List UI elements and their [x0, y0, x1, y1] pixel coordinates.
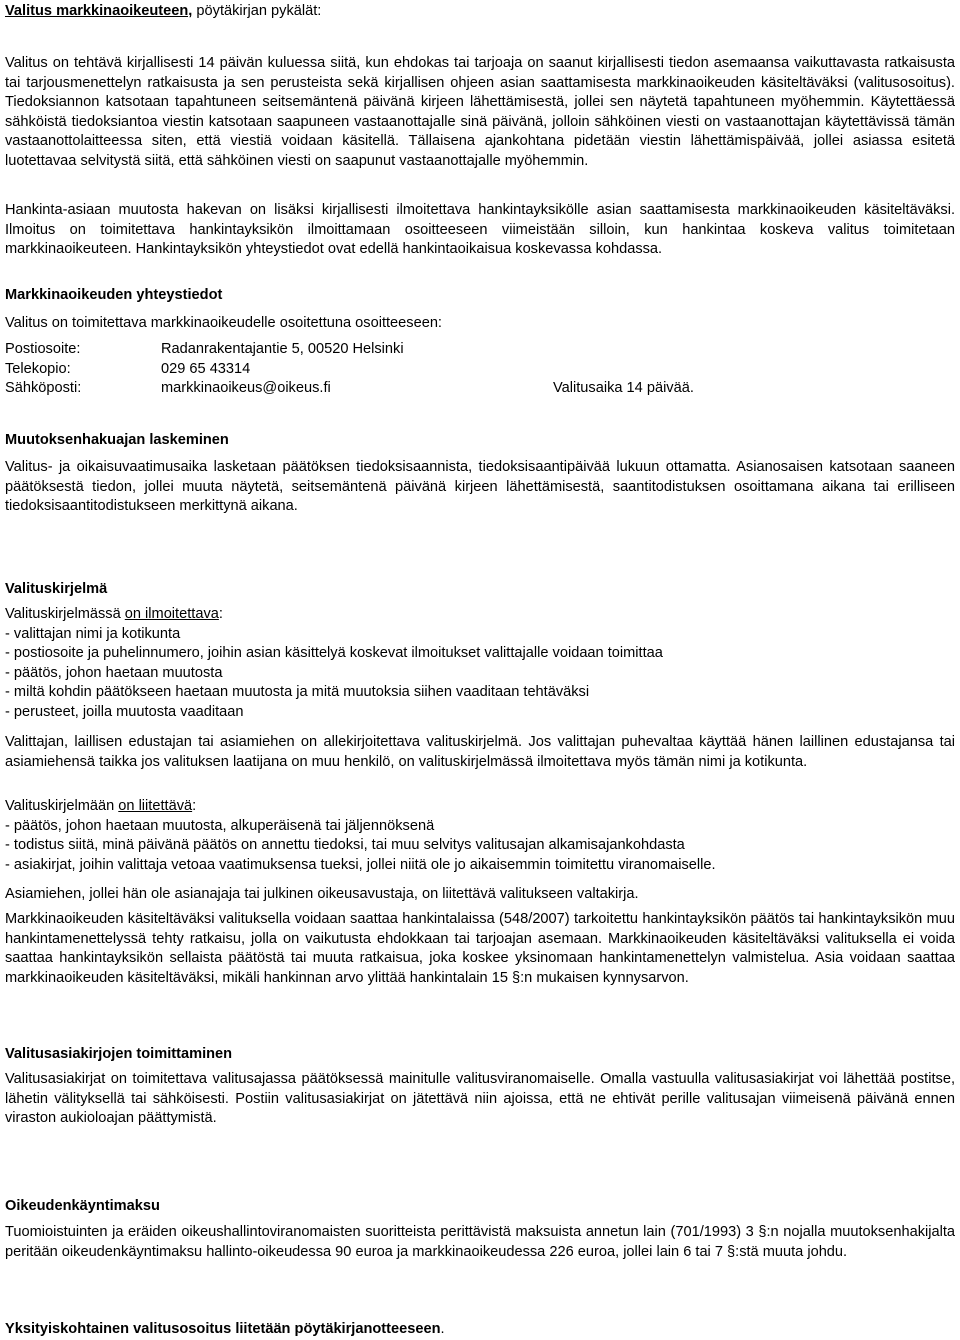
- letter-notify-section: [5, 605, 955, 723]
- list-item: - valittajan nimi ja kotikunta: [5, 625, 181, 642]
- list-item: - perusteet, joilla muutosta vaaditaan: [5, 703, 244, 720]
- signature-paragraph: Valittajan, laillisen edustajan tai asiamiehen on allekirjoitettava valituskirjelmä. Jos valittajan puhevaltaa käyttää hänen laillinen edustajansa tai asiamiehensä taikka jos valituksen laatijana on muu henkilö, on valituskirjelmässä ilmoitettava myös tämän nimi ja kotikunta.: [5, 734, 955, 770]
- intro-paragraph-2: Hankinta-asiaan muutosta hakevan on lisäksi kirjallisesti ilmoitettava hankintayksikölle asian saattamisesta markkinaoikeuden käsiteltäväksi. Ilmoitus on toimitettava hankintayksikön ilmoittamaan osoitteeseen viimeistään silloin, kun hankintaa koskeva valitus toimitetaan markkinaoikeuteen. Hankintayksikön yhteystiedot ovat edellä hankintaoikaisua koskevassa kohdassa.: [5, 202, 955, 258]
- fee-heading: Oikeudenkäyntimaksu: [5, 1198, 160, 1214]
- contact-row-email: [5, 379, 955, 399]
- contact-value: Radanrakentajantie 5, 00520 Helsinki: [161, 341, 404, 357]
- contact-label: Postiosoite:: [5, 341, 81, 357]
- document-title: [5, 2, 955, 22]
- list-item: - miltä kohdin päätökseen haetaan muutosta ja mitä muutoksia siihen vaaditaan tehtäväksi: [5, 684, 590, 701]
- list-item: - todistus siitä, minä päivänä päätös on annettu tiedoksi, tai muu selvitys valitusajan alkamisajankohdasta: [5, 837, 685, 854]
- list-item: - päätös, johon haetaan muutosta: [5, 664, 223, 681]
- contact-label: Sähköposti:: [5, 380, 82, 397]
- list-item: - postiosoite ja puhelinnumero, joihin asian käsittelyä koskevat ilmoitukset valittajalle voidaan toimittaa: [5, 645, 663, 662]
- contact-row-fax: [5, 360, 955, 380]
- contact-row-postal: [5, 340, 955, 360]
- list-item: - päätös, johon haetaan muutosta, alkuperäisenä tai jäljennöksenä: [5, 817, 435, 834]
- contact-table: [5, 340, 955, 399]
- letter-heading: Valituskirjelmä: [5, 581, 108, 597]
- attach-lead: Valituskirjelmään on liitettävä:: [5, 798, 197, 814]
- footer-note: [5, 1320, 955, 1340]
- fee-paragraph: Tuomioistuinten ja eräiden oikeushallintoviranomaisten suoritteista perittävistä maksuista annetun lain (701/1993) 3 §:n nojalla muutoksenhakijalta peritään oikeudenkäyntimaksu hallinto-oikeudessa 90 euroa ja markkinaoikeudessa 226 euroa, jollei lain 6 tai 7 §:stä muuta johdu.: [5, 1224, 955, 1260]
- calc-paragraph: Valitus- ja oikaisuvaatimusaika lasketaan päätöksen tiedoksisaannista, tiedoksisaantipäivää lukuun ottamatta. Asianosaisen katsotaan saaneen päätöksestä tiedon, jollei muuta näytetä, seitsemäntenä päivänä kirjeen lähettämisestä, saantitodistuksen osoittamana aikana tai erilliseen tiedoksisaantitodistukseen merkittynä aikana.: [5, 459, 955, 515]
- contact-heading: Markkinaoikeuden yhteystiedot: [5, 287, 223, 303]
- calc-heading: Muutoksenhakuajan laskeminen: [5, 432, 229, 448]
- appeal-period: Valitusaika 14 päivää.: [553, 380, 694, 397]
- delivery-paragraph: Valitusasiakirjat on toimitettava valitusajassa päätöksessä mainitulle valitusviranomaiselle. Omalla vastuulla valitusasiakirjat voi lähettää postitse, lähetin välityksellä tai sähköisesti. Postiin valitusasiakirjat on jätettävä niin ajoissa, että ne ehtivät perille valitusajan viimeisenä päivänä ennen viraston aukioloajan päättymistä.: [5, 1071, 955, 1127]
- footer-bold: Yksityiskohtainen valitusosoitus liitetään pöytäkirjanotteeseen: [5, 1321, 441, 1337]
- proxy-paragraph: Asiamiehen, jollei hän ole asianajaja tai julkinen oikeusavustaja, on liitettävä valitukseen valtakirja.: [5, 886, 639, 902]
- contact-intro: Valitus on toimitettava markkinaoikeudelle osoitettuna osoitteeseen:: [5, 315, 442, 331]
- notify-lead: Valituskirjelmässä on ilmoitettava:: [5, 606, 223, 622]
- notify-list: [5, 625, 955, 723]
- list-item: - asiakirjat, joihin valittaja vetoaa vaatimuksensa tueksi, jollei niitä ole jo aikaisemmin toimitettu viranomaiselle.: [5, 856, 716, 873]
- attach-list: [5, 817, 955, 876]
- threshold-paragraph: Markkinaoikeuden käsiteltäväksi valituksella voidaan saattaa hankintalaissa (548/2007) tarkoitettu hankintayksikön päätös tai hankintayksikön muu hankintamenettelyssä tehty ratkaisu, jolla on vaikutusta ehdokkaan tai tarjoajan asemaan. Markkinaoikeuden käsiteltäväksi valituksella ei voida saattaa hankintayksikön sellaista päätöstä tai muuta ratkaisua, joka koskee yksinomaan hankintamenettelyn valmistelua. Asia voidaan saattaa markkinaoikeuden käsiteltäväksi, mikäli hankinnan arvo ylittää hankintalain 15 §:n mukaisen kynnysarvon.: [5, 911, 955, 986]
- contact-value: markkinaoikeus@oikeus.fi: [161, 380, 331, 397]
- intro-paragraph-1: Valitus on tehtävä kirjallisesti 14 päivän kuluessa siitä, kun ehdokas tai tarjoaja on saanut kirjallisesti tiedon asemaansa vaikuttavasta ratkaisusta tai tarjousmenettelyn ratkaisusta ja sen perusteista sekä kirjallisen ohjeen asian saattamisesta markkinaoikeuden käsiteltäväksi (valitusosoitus). Tiedoksiannon katsotaan tapahtuneen seitsemäntenä päivänä kirjeen lähettämisestä, jollei sen näytetä tapahtuneen myöhemmin. Käytettäessä sähköistä tiedoksiantoa viestin katsotaan saapuneen vastaanottajalle sinä päivänä, jolloin sähköinen viesti on vastaanottajan käytettävissä tämän vastaanottolaitteessa siten, että viestiä voidaan käsitellä. Tällaisena ajankohtana pidetään viestin lähettämispäivää, jollei asiassa esitetä luotettavaa selvitystä siitä, että sähköinen viesti on saapunut vastaanottajalle myöhemmin.: [5, 55, 955, 169]
- contact-value: 029 65 43314: [161, 360, 251, 377]
- footer-tail: .: [440, 1321, 445, 1337]
- delivery-heading: Valitusasiakirjojen toimittaminen: [5, 1046, 233, 1062]
- letter-attach-section: [5, 797, 955, 875]
- contact-label: Telekopio:: [5, 360, 71, 377]
- title-underlined: Valitus markkinaoikeuteen,: [5, 3, 193, 19]
- title-rest: pöytäkirjan pykälät:: [192, 3, 322, 19]
